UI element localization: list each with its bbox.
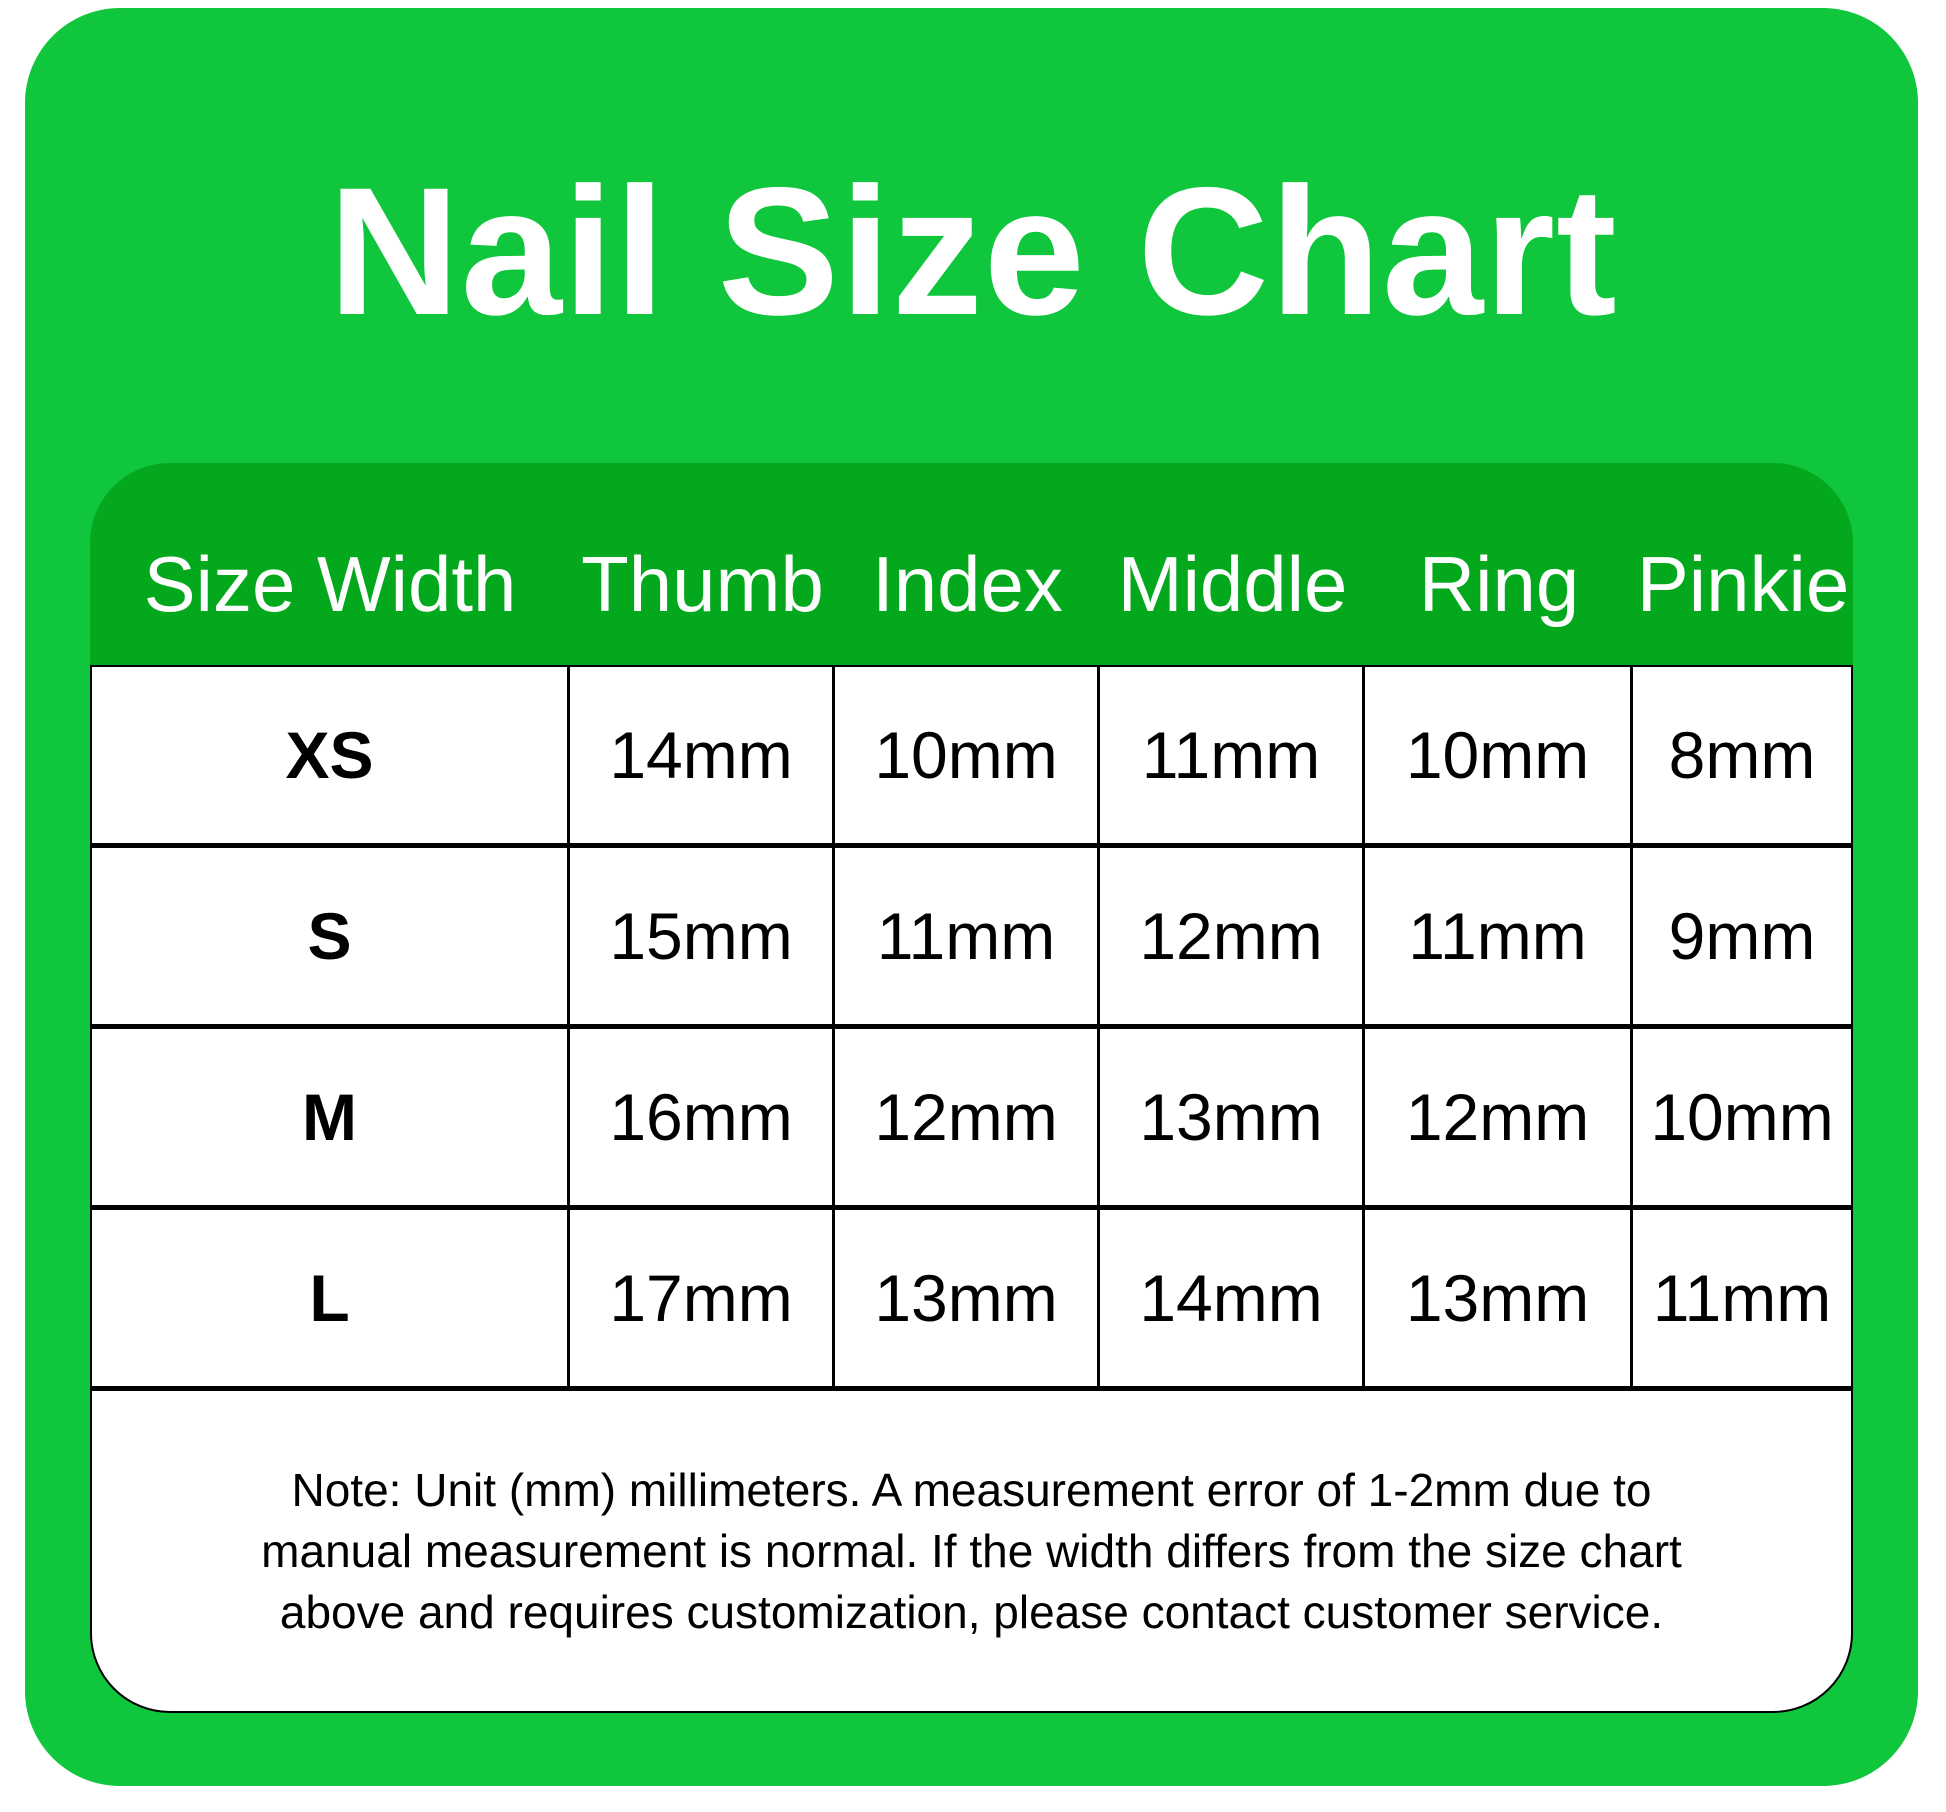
header-cell-index: Index [872,540,1063,628]
note-line-1: Note: Unit (mm) millimeters. A measurement error of 1-2mm due to [291,1463,1652,1516]
cell-l-ring: 13mm [1365,1210,1633,1386]
cell-xs-index: 10mm [835,667,1100,843]
cell-s-pinkie: 9mm [1668,899,1816,973]
table-body [90,665,1853,1713]
note-line-3: above and requires customization, please contact customer service. [279,1585,1664,1638]
cell-s-thumb: 15mm [570,848,835,1024]
table-row-s [92,848,1851,1029]
cell-xs-ring: 10mm [1365,667,1633,843]
size-chart-card [90,463,1853,1713]
table-row-m [92,1029,1851,1210]
note-line-2: manual measurement is normal. If the width differs from the size chart [261,1524,1682,1577]
row-label-s: S [92,848,570,1024]
cell-s-middle: 12mm [1100,848,1365,1024]
cell-m-pinkie: 10mm [1650,1080,1834,1154]
header-cell-ring: Ring [1418,540,1580,628]
row-label-xs: XS [92,667,570,843]
cell-l-middle: 14mm [1100,1210,1365,1386]
header-cell-thumb: Thumb [581,540,824,628]
cell-m-ring: 12mm [1365,1029,1633,1205]
cell-l-thumb: 17mm [570,1210,835,1386]
cell-s-ring: 11mm [1365,848,1633,1024]
cell-xs-pinkie: 8mm [1668,718,1816,792]
table-header-row [90,463,1853,665]
cell-m-index: 12mm [835,1029,1100,1205]
row-label-m: M [92,1029,570,1205]
cell-xs-thumb: 14mm [570,667,835,843]
cell-l-pinkie: 11mm [1652,1261,1832,1335]
header-cell-middle: Middle [1117,540,1348,628]
page-title: Nail Size Chart [328,149,1618,353]
cell-s-index: 11mm [835,848,1100,1024]
cell-l-index: 13mm [835,1210,1100,1386]
cell-m-middle: 13mm [1100,1029,1365,1205]
row-label-l: L [92,1210,570,1386]
header-cell-size-width: Size Width [143,540,517,628]
table-row-xs [92,667,1851,848]
header-cell-pinkie: Pinkie [1636,540,1850,628]
table-row-l [92,1210,1851,1391]
cell-m-thumb: 16mm [570,1029,835,1205]
measurement-note [92,1391,1851,1711]
cell-xs-middle: 11mm [1100,667,1365,843]
